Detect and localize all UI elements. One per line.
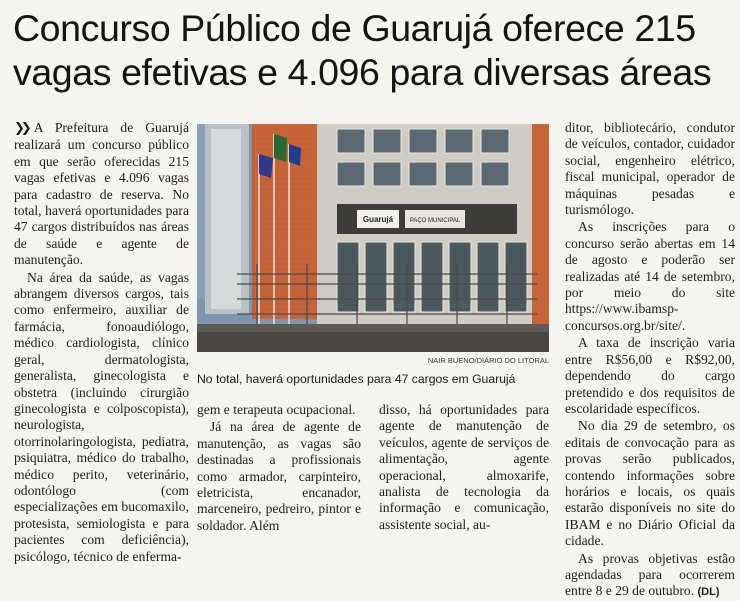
article-column-1 (14, 120, 189, 565)
article-column-3 (379, 402, 549, 533)
article-column-2 (197, 402, 361, 534)
sign-text: Guarujá (362, 215, 394, 224)
sign-text-2: PAÇO MUNICIPAL (409, 218, 461, 224)
lead-text: A Prefeitura de Guarujá realizará um concurso público em que serão oferecidas 215 vagas efetivas e 4.096 vagas para cadastro de reserva. No total, haverá oportunidades para 47 cargos distribuídos nas áreas de saúde e agente de manutenção. (14, 120, 189, 268)
paragraph: gem e terapeuta ocupacional. (197, 402, 356, 417)
paragraph: Já na área de agente de manutenção, as vagas são destinadas a profissionais como armador, carpinteiro, eletricista, encanador, marceneiro, pedreiro, pintor e soldador. Além (197, 419, 361, 533)
final-paragraph (565, 551, 735, 601)
double-chevron-right-icon: ❯❯ (14, 121, 28, 136)
paragraph: ditor, bibliotecário, condutor de veículos, contador, cuidador social, engenheiro elétrico, fiscal municipal, operador de máquinas pesadas e turismólogo. (565, 120, 735, 218)
paragraph: disso, há oportunidades para agente de manutenção de veículos, agente de serviços de alimentação, agente operacional, almoxarife, analista de tecnologia da informação e comunicação, assistente social, au- (379, 402, 549, 532)
headline: Concurso Público de Guarujá oferece 215 vagas efetivas e 4.096 para diversas áreas (13, 7, 712, 93)
paragraph: Na área da saúde, as vagas abrangem diversos cargos, tais como enfermeiro, auxiliar de farmácia, fonoaudiólogo, médico cardiologista, clínico geral, dermatologista, generalista, ginecologista e obstetra (incluindo cirurgião ginecologista e colposcopista), neurologista, otorrinolaringologista, pediatra, psiquiatra, médico do trabalho, médico perito, veterinário, odontólogo (com especializações em bucomaxilo, protesista, semiologista e para pacientes com deficiência), psicólogo, técnico de enferma- (14, 269, 189, 564)
lead-paragraph (14, 120, 189, 269)
article-column-4 (565, 120, 735, 601)
paragraph: As inscrições para o concurso serão abertas em 14 de agosto e poderão ser realizadas até 14 de setembro, por meio do site https://www.ibamsp-concursos.org.br/site/. (565, 219, 735, 333)
paragraph: No dia 29 de setembro, os editais de convocação para as provas serão publicados, contendo informações sobre horários e locais, os quais estarão disponíveis no site do IBAM e no Diário Oficial da cidade. (565, 418, 735, 549)
article-photo (197, 124, 549, 352)
photo-caption: No total, haverá oportunidades para 47 cargos em Guarujá (197, 372, 516, 386)
final-text: As provas objetivas estão agendadas para ocorrerem entre 8 e 29 de outubro. (565, 550, 735, 599)
paragraph: A taxa de inscrição varia entre R$56,00 e R$92,00, dependendo do cargo pretendido e dos requisitos de escolaridade específicos. (565, 335, 735, 416)
author-signature: (DL) (697, 586, 720, 599)
photo-credit: NAIR BUENO/DIÁRIO DO LITORAL (427, 356, 549, 365)
